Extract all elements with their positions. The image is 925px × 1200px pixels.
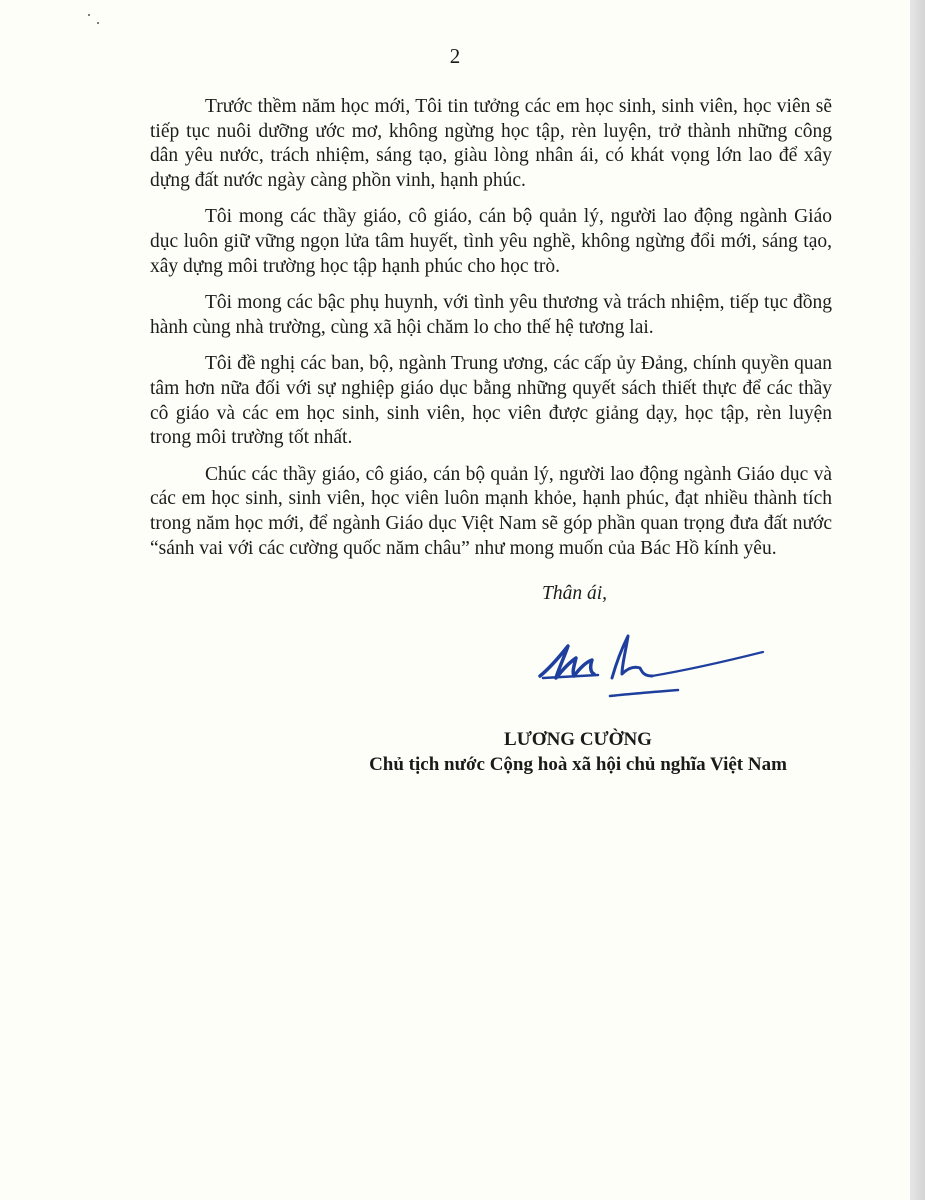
paragraph: Tôi mong các bậc phụ huynh, với tình yêu thương và trách nhiệm, tiếp tục đồng hành cùng nhà trường, cùng xã hội chăm lo cho thế hệ tương lai. [150,292,832,338]
letter-body [150,95,832,573]
scan-speck [97,22,99,24]
closing-salutation: Thân ái, [542,583,608,604]
page-number: 2 [449,44,461,68]
paragraph: Chúc các thầy giáo, cô giáo, cán bộ quản lý, người lao động ngành Giáo dục và các em học sinh, sinh viên, học viên luôn mạnh khỏe, hạnh phúc, đạt nhiều thành tích trong năm học mới, để ngành Giáo dục Việt Nam sẽ góp phần quan trọng đưa đất nước “sánh vai với các cường quốc năm châu” như mong muốn của Bác Hồ kính yêu. [150,463,832,559]
paragraph: Tôi mong các thầy giáo, cô giáo, cán bộ quản lý, người lao động ngành Giáo dục luôn giữ vững ngọn lửa tâm huyết, tình yêu nghề, không ngừng đổi mới, sáng tạo, xây dựng môi trường học tập hạnh phúc cho học trò. [150,206,832,277]
scan-speck [88,14,90,16]
paragraph: Tôi đề nghị các ban, bộ, ngành Trung ương, các cấp ủy Đảng, chính quyền quan tâm hơn nữa đối với sự nghiệp giáo dục bằng những quyết sách thiết thực để các thầy cô giáo và các em học sinh, sinh viên, học viên được giảng dạy, học tập, rèn luyện trong môi trường tốt nhất. [150,353,832,449]
handwritten-signature [528,628,768,708]
signer-name: LƯƠNG CƯỜNG [504,729,652,750]
signer-title: Chủ tịch nước Cộng hoà xã hội chủ nghĩa Việt Nam [369,754,787,775]
page-edge [910,0,925,1200]
paragraph: Trước thềm năm học mới, Tôi tin tưởng các em học sinh, sinh viên, học viên sẽ tiếp tục nuôi dưỡng ước mơ, không ngừng học tập, rèn luyện, trở thành những công dân yêu nước, trách nhiệm, sáng tạo, giàu lòng nhân ái, có khát vọng lớn lao để xây dựng đất nước ngày càng phồn vinh, hạnh phúc. [150,96,832,191]
